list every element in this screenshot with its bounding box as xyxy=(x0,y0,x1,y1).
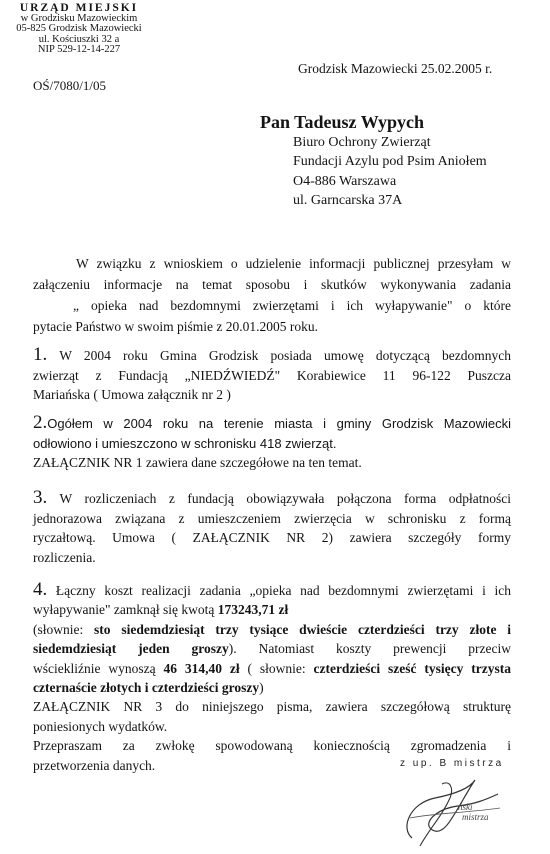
prevention-cost-words: czternaście złotych i czterdzieści groszy xyxy=(33,680,260,696)
point-4-text: ZAŁĄCZNIK NR 3 do niniejszego pisma, zawiera szczegółową strukturę xyxy=(33,699,511,715)
point-2-number: 2. xyxy=(33,412,48,433)
point-1-text: W 2004 roku Gmina Grodzisk posiada umowę dotyczącą bezdomnych xyxy=(59,348,511,363)
point-3-text: ryczałtową. Umowa ( ZAŁĄCZNIK NR 2) zawiera szczegóły formy xyxy=(33,530,511,545)
point-4-text: ). Natomiast koszty prewencji przeciw xyxy=(228,641,511,657)
svg-text:ński: ński xyxy=(458,802,473,812)
point-4-text: wściekliźnie wynoszą xyxy=(33,660,164,676)
point-3-text: jednorazowa związana z umieszczeniem zwierzęcia w schronisku z formą xyxy=(33,510,511,526)
point-3-text: rozliczenia. xyxy=(33,549,96,565)
total-cost-amount: 173243,71 zł xyxy=(217,602,289,618)
stamp-postal: 05-825 Grodzisk Mazowiecki xyxy=(16,23,142,34)
point-4-text: wyłapywanie" zamknął się kwotą xyxy=(33,602,218,618)
point-1 xyxy=(33,345,511,405)
point-4-text: poniesionych wydatków. xyxy=(33,718,168,734)
stamp-street: ul. Kościuszki 32 a xyxy=(38,33,120,45)
point-4-number: 4. xyxy=(33,579,48,600)
stamp-city: w Grodzisku Mazowieckim xyxy=(20,12,138,24)
recipient-block xyxy=(260,113,487,211)
recipient-line: Fundacji Azylu pod Psim Aniołem xyxy=(293,154,487,169)
point-2 xyxy=(33,413,511,473)
point-2-text: ZAŁĄCZNIK NR 1 zawiera dane szczegółowe na ten temat. xyxy=(33,455,362,470)
point-1-text: zwierząt z Fundacją „NIEDŹWIEDŹ" Korabiewice 11 96-122 Puszcza xyxy=(33,367,511,383)
point-4 xyxy=(33,580,511,775)
point-1-number: 1. xyxy=(33,344,48,365)
office-stamp xyxy=(4,3,154,56)
handwritten-signature xyxy=(380,758,530,850)
recipient-line: Biuro Ochrony Zwierząt xyxy=(293,134,431,150)
point-4-text: ) xyxy=(259,680,264,696)
intro-line: W związku z wnioskiem o udzielenie informacji publicznej przesyłam w xyxy=(76,256,511,271)
point-4-text: Przepraszam za zwłokę spowodowaną koniecznością zgromadzenia i xyxy=(33,738,511,754)
prevention-cost-words: czterdzieści sześć tysięcy trzysta xyxy=(313,660,511,676)
point-3-text: W rozliczeniach z fundacją obowiązywała połączona forma odpłatności xyxy=(59,491,511,506)
point-2-text: odłowiono i umieszczono w schronisku 418 zwierząt. xyxy=(33,435,337,451)
point-3-number: 3. xyxy=(33,487,48,508)
point-4-text: (słownie: xyxy=(33,621,95,637)
total-cost-words: siedemdziesiąt jeden groszy xyxy=(33,641,229,657)
place-date: Grodzisk Mazowiecki 25.02.2005 r. xyxy=(298,61,493,76)
intro-line: pytacie Państwo w swoim piśmie z 20.01.2005 roku. xyxy=(33,319,318,334)
recipient-line: O4-886 Warszawa xyxy=(293,173,397,189)
reference-number: OŚ/7080/1/05 xyxy=(33,78,106,93)
signature-label: z up. B mistrza xyxy=(400,758,504,769)
prevention-cost-amount: 46 314,40 zł xyxy=(163,660,240,676)
intro-line: „ opieka nad bezdomnymi zwierzętami i ich wyłapywanie" o które xyxy=(73,298,511,313)
svg-text:mistrza: mistrza xyxy=(462,812,489,822)
stamp-nip: NIP 529-12-14-227 xyxy=(37,44,121,55)
total-cost-words: sto siedemdziesiąt trzy tysiące dwieście czterdzieści trzy złote i xyxy=(94,621,511,637)
point-4-text: przetworzenia danych. xyxy=(33,757,156,773)
recipient-name: Pan Tadeusz Wypych xyxy=(260,112,425,132)
intro-line: załączeniu informacje na temat sposobu i skutków wykonywania zadania xyxy=(33,277,511,292)
point-4-text: ( słownie: xyxy=(239,660,314,676)
stamp-office-name: URZĄD MIEJSKI xyxy=(19,2,139,14)
point-3 xyxy=(33,488,511,567)
recipient-line: ul. Garncarska 37A xyxy=(293,193,403,208)
intro-paragraph xyxy=(33,253,511,337)
point-1-text: Mariańska ( Umowa załącznik nr 2 ) xyxy=(33,387,231,402)
point-4-text: Łączny koszt realizacji zadania „opieka nad bezdomnymi zwierzętami i ich xyxy=(55,583,511,598)
point-2-text: Ogółem w 2004 roku na terenie miasta i gminy Grodzisk Mazowiecki xyxy=(47,416,511,431)
